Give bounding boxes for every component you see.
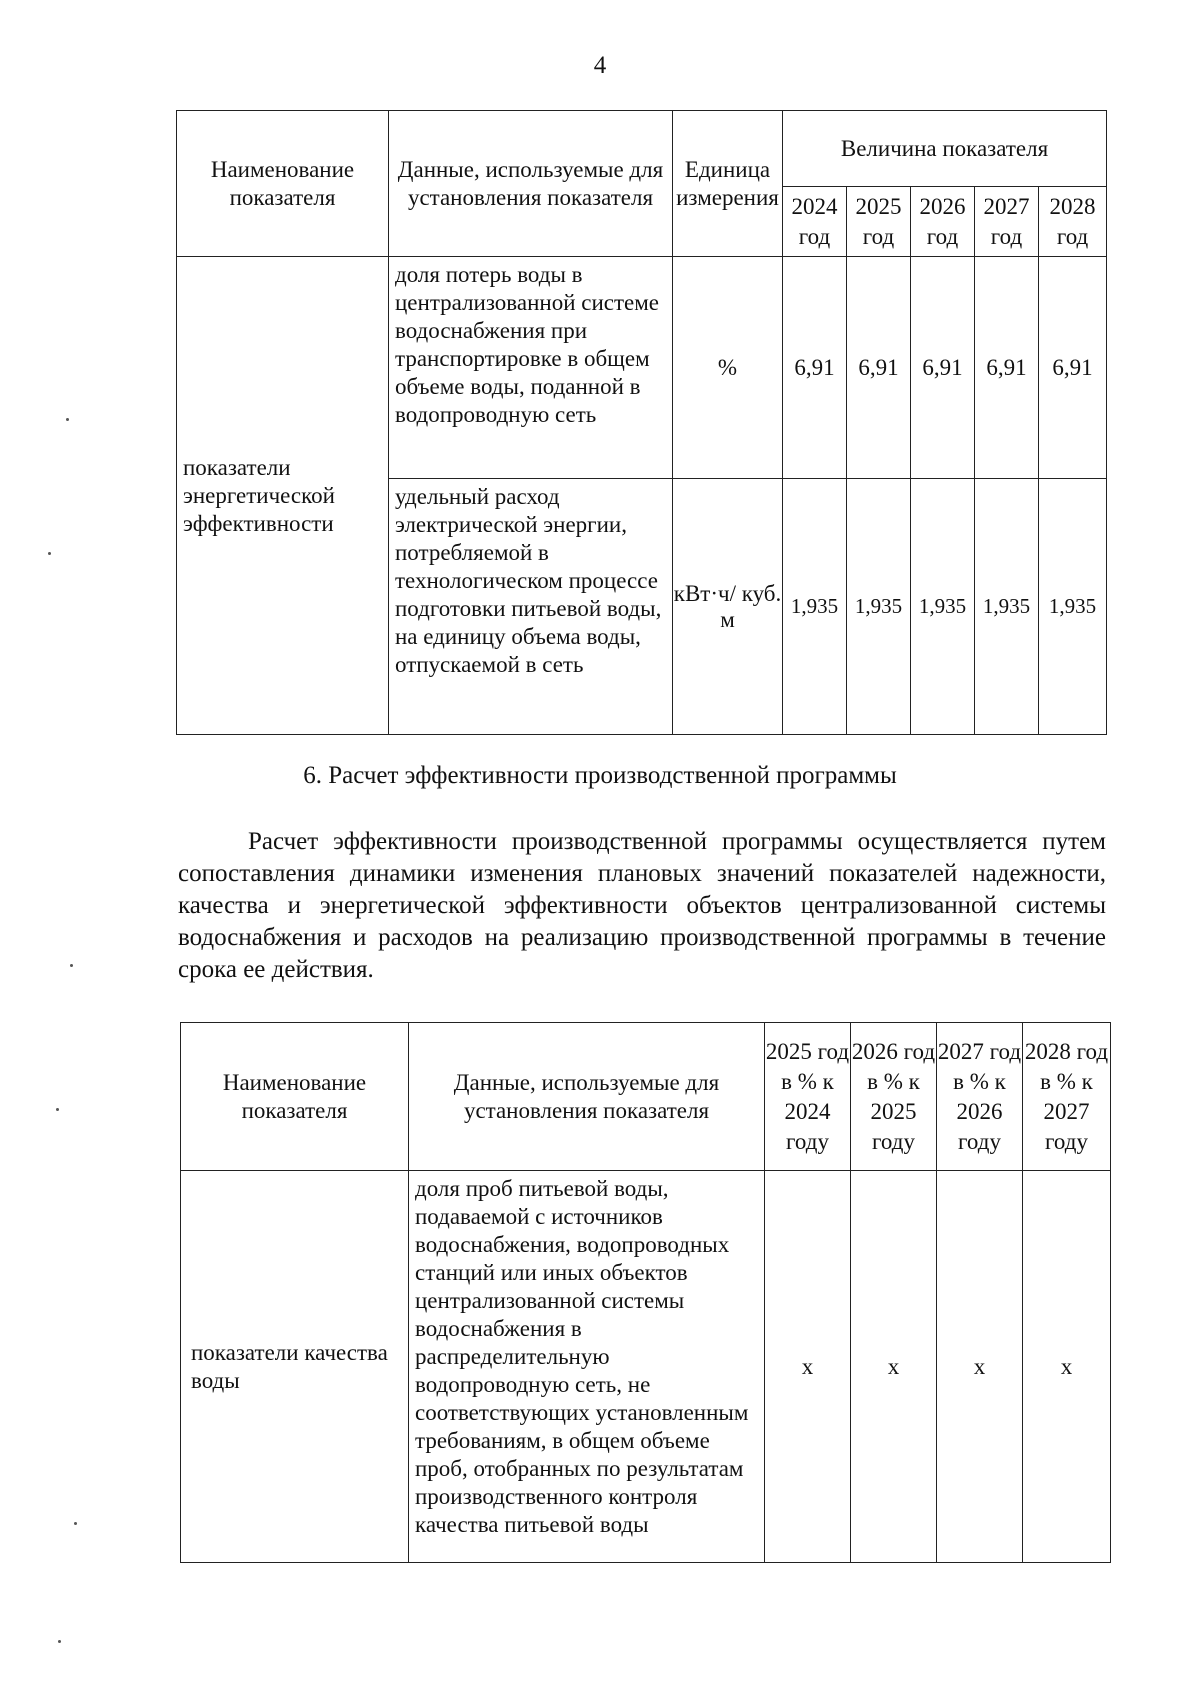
row-description: доля потерь воды в централизованной системе водоснабжения при транспортировке в общем объеме воды, поданной в водопроводную сеть [389, 257, 673, 479]
row-name: показатели качества воды [181, 1171, 409, 1563]
header-year: 2027 год [975, 187, 1039, 257]
header-year: 2028 год [1039, 187, 1107, 257]
row-value: 1,935 [1039, 479, 1107, 735]
row-value: 6,91 [1039, 257, 1107, 479]
row-value: х [1023, 1171, 1111, 1563]
scan-speck [70, 964, 73, 967]
row-value: 6,91 [847, 257, 911, 479]
row-value: х [851, 1171, 937, 1563]
row-value: 1,935 [911, 479, 975, 735]
header-year: 2024 год [783, 187, 847, 257]
header-data: Данные, используемые для установления показателя [409, 1023, 765, 1171]
scan-speck [66, 418, 69, 421]
header-name: Наименование показателя [181, 1023, 409, 1171]
header-period: 2025 год в % к 2024 году [765, 1023, 851, 1171]
scan-speck [58, 1640, 61, 1643]
row-value: 1,935 [975, 479, 1039, 735]
row-description: доля проб питьевой воды, подаваемой с источников водоснабжения, водопроводных станций или иных объектов централизованной системы водоснабжения в распределительную водопроводную сеть, не соответствующих установленным требованиям, в общем объеме проб, отобранных по результатам производственного контроля качества питьевой воды [409, 1171, 765, 1563]
program-efficiency-table [180, 1022, 1111, 1563]
row-unit: кВт·ч/ куб. м [673, 479, 783, 735]
header-period: 2027 год в % к 2026 году [937, 1023, 1023, 1171]
page-number: 4 [593, 52, 607, 79]
row-value: 6,91 [975, 257, 1039, 479]
body-paragraph: Расчет эффективности производственной программы осуществляется путем сопоставления динамики изменения плановых значений показателей надежности, качества и энергетической эффективности объектов централизованной системы водоснабжения и расходов на реализацию производственной программы в течение срока ее действия. [178, 828, 1106, 983]
group-name: показатели энергетической эффективности [177, 257, 389, 735]
row-value: 1,935 [847, 479, 911, 735]
row-value: х [937, 1171, 1023, 1563]
header-name: Наименование показателя [177, 111, 389, 257]
header-value: Величина показателя [783, 111, 1107, 187]
scan-speck [74, 1522, 77, 1525]
scan-speck [56, 1108, 59, 1111]
row-value: 1,935 [783, 479, 847, 735]
header-period: 2026 год в % к 2025 году [851, 1023, 937, 1171]
row-value: 6,91 [783, 257, 847, 479]
header-year: 2025 год [847, 187, 911, 257]
scan-speck [48, 552, 51, 555]
row-value: 6,91 [911, 257, 975, 479]
row-value: х [765, 1171, 851, 1563]
section-title: 6. Расчет эффективности производственной программы [303, 762, 897, 789]
row-description: удельный расход электрической энергии, потребляемой в технологическом процессе подготовки питьевой воды, на единицу объема воды, отпускаемой в сеть [389, 479, 673, 735]
header-period: 2028 год в % к 2027 году [1023, 1023, 1111, 1171]
header-year: 2026 год [911, 187, 975, 257]
header-unit: Единица измерения [673, 111, 783, 257]
energy-efficiency-table [176, 110, 1107, 735]
header-data: Данные, используемые для установления показателя [389, 111, 673, 257]
row-unit: % [673, 257, 783, 479]
